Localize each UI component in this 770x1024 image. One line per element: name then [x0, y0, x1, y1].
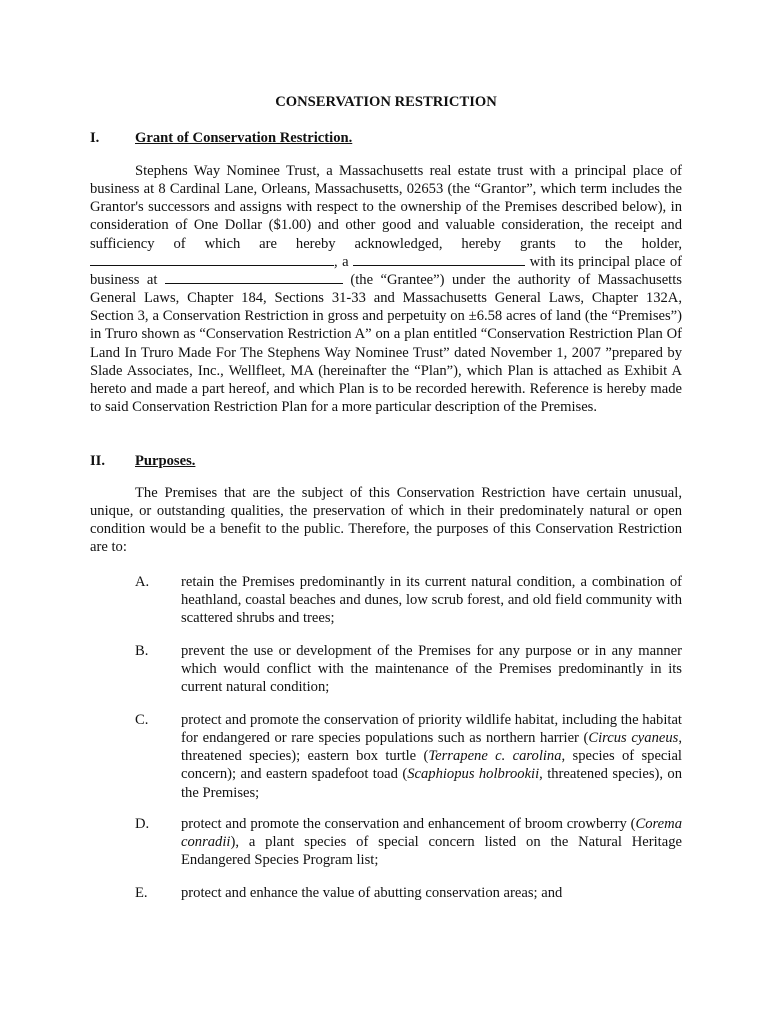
section-1-paragraph	[90, 162, 682, 416]
species-name: Scaphiopus holbrookii	[407, 766, 540, 783]
purpose-text-part: protect and promote the conservation and enhancement of broom crowberry (	[181, 816, 636, 832]
purpose-item-b	[90, 642, 682, 696]
section-1-title: Grant of Conservation Restriction.	[135, 130, 353, 146]
purpose-text: protect and enhance the value of abutting conservation areas; and	[181, 885, 563, 901]
purpose-letter: A.	[135, 574, 150, 590]
section-1-number: I.	[90, 130, 100, 146]
species-name: Circus cyaneus	[588, 730, 679, 747]
purpose-text-part: protect and promote the conservation of priority wildlife habitat, including the habitat for endangered or rare species populations such as northern harrier (	[181, 712, 682, 747]
purpose-text: retain the Premises predominantly in its current natural condition, a combination of heathland, coastal beaches and dunes, low scrub forest, and old field community with scattered shrubs and trees;	[181, 574, 682, 627]
purpose-letter: C.	[135, 712, 149, 728]
document-title: CONSERVATION RESTRICTION	[275, 94, 497, 110]
grant-text-1: Stephens Way Nominee Trust, a Massachusetts real estate trust with a principal place of business at 8 Cardinal Lane, Orleans, Massachusetts, 02653 (the “Grantor”, which term includes the Grantor's successors and assigns with respect to the ownership of the Premises described below), in consideration of One Dollar ($1.00) and other good and valuable consideration, the receipt and sufficiency of which are hereby acknowledged, hereby grants to the holder,	[90, 163, 682, 252]
purpose-text-part: , species of special concern); and eastern spadefoot toad (	[181, 748, 682, 783]
purpose-item-d	[90, 815, 682, 869]
purposes-intro: The Premises that are the subject of this Conservation Restriction have certain unusual, unique, or outstanding qualities, the preservation of which in their predominately natural or open condition would be a benefit to the public. Therefore, the purposes of this Conservation Restriction are to:	[90, 485, 682, 556]
purpose-item-e	[90, 884, 682, 902]
grant-text-4: (the “Grantee”) under the authority of Massachusetts General Laws, Chapter 184, Sections 31-33 and Massachusetts General Laws, Chapter 132A, Section 3, a Conservation Restriction in gross and perpetuity on ±6.58 acres of land (the “Premises”) in Truro shown as “Conservation Restriction A” on a plan entitled “Conservation Restriction Plan Of Land In Truro Made For The Stephens Way Nominee Trust” dated November 1, 2007 ”prepared by Slade Associates, Inc., Wellfleet, MA (hereinafter the “Plan”), which Plan is attached as Exhibit A hereto and made a part hereof, and which Plan is to be recorded herewith. Reference is hereby made to said Conservation Restriction Plan for a more particular description of the Premises.	[90, 271, 682, 416]
grantee-address-blank[interactable]	[165, 271, 343, 284]
grant-text-3: with its principal place of business at	[90, 253, 683, 288]
purpose-letter: B.	[135, 643, 149, 659]
section-1-heading	[90, 129, 352, 147]
section-2-title: Purposes.	[135, 453, 196, 469]
purpose-item-a	[90, 573, 682, 627]
holder-name-blank[interactable]	[90, 253, 334, 266]
purpose-text	[181, 815, 682, 869]
species-name: Terrapene c. carolina	[428, 748, 562, 765]
purpose-letter: D.	[135, 816, 150, 832]
holder-type-blank[interactable]	[353, 253, 525, 266]
purpose-letter: E.	[135, 885, 148, 901]
purpose-item-c	[90, 711, 682, 802]
section-2-heading	[90, 452, 195, 470]
purpose-text: prevent the use or development of the Premises for any purpose or in any manner which would conflict with the maintenance of the Premises predominantly in its current natural condition;	[181, 643, 682, 696]
species-name: Corema conradii	[181, 816, 682, 851]
section-2-number: II.	[90, 453, 106, 469]
purpose-text-part: , threatened species), on the Premises;	[181, 766, 683, 801]
grant-text-2: , a	[334, 253, 349, 270]
purpose-text-part: ), a plant species of special concern listed on the Natural Heritage Endangered Species Program list;	[181, 834, 682, 869]
purpose-text	[181, 711, 682, 802]
purpose-text-part: , threatened species); eastern box turtle (	[181, 730, 682, 765]
